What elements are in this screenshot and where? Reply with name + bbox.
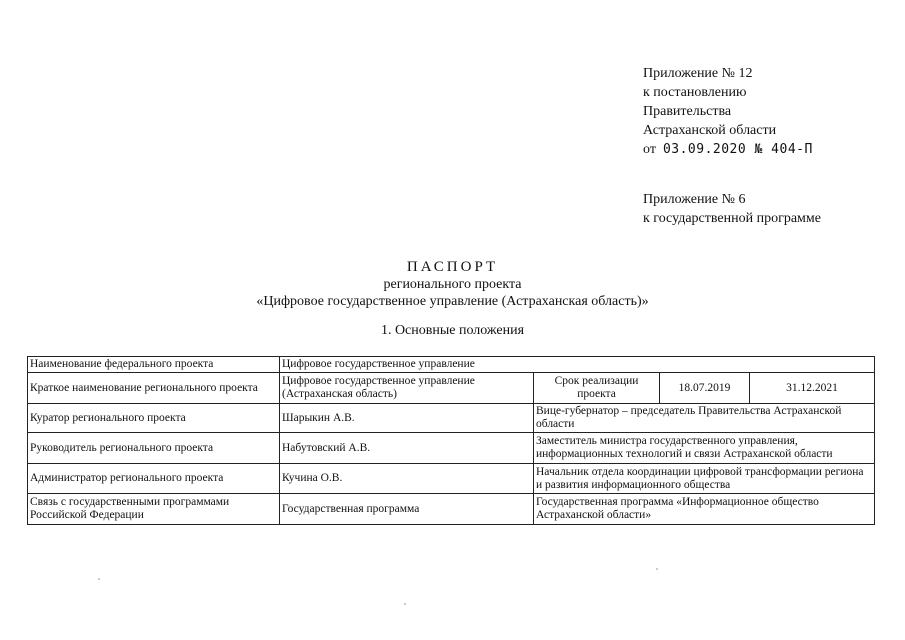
row2-value: Цифровое государственное управление (Астраханская область) bbox=[280, 373, 534, 404]
row4-position: Заместитель министра государственного управления, информационных технологий и связи Астраханской области bbox=[534, 433, 875, 464]
row4-label: Руководитель регионального проекта bbox=[28, 433, 280, 464]
scan-speck bbox=[404, 603, 406, 605]
row1-value: Цифровое государственное управление bbox=[280, 357, 875, 373]
date-prefix: от bbox=[643, 142, 656, 157]
table-row bbox=[28, 433, 875, 464]
section-title: 1. Основные положения bbox=[380, 323, 525, 338]
appendix-12-block bbox=[643, 64, 813, 159]
row6-label: Связь с государственными программами Российской Федерации bbox=[28, 494, 280, 525]
row2-period-label: Срок реализации проекта bbox=[534, 373, 660, 404]
appendix-6-line2: к государственной программе bbox=[643, 211, 821, 226]
table-row bbox=[28, 494, 875, 525]
row3-label: Куратор регионального проекта bbox=[28, 404, 280, 433]
appendix-6-block bbox=[643, 190, 821, 228]
table-row bbox=[28, 357, 875, 373]
document-subtitle: регионального проекта bbox=[383, 277, 522, 292]
scan-speck bbox=[656, 568, 658, 570]
document-title: ПАСПОРТ bbox=[406, 259, 499, 275]
row3-name: Шарыкин А.В. bbox=[280, 404, 534, 433]
appendix-12-date-line bbox=[643, 140, 813, 159]
table-row bbox=[28, 404, 875, 433]
scan-speck bbox=[98, 578, 100, 580]
row4-name: Набутовский А.В. bbox=[280, 433, 534, 464]
row5-position: Начальник отдела координации цифровой трансформации региона и развития информационного общества bbox=[534, 464, 875, 494]
passport-table bbox=[27, 356, 875, 525]
appendix-6-line1: Приложение № 6 bbox=[643, 192, 746, 207]
project-name: «Цифровое государственное управление (Астраханская область)» bbox=[256, 294, 649, 309]
table-row bbox=[28, 464, 875, 494]
appendix-12-line2: к постановлению bbox=[643, 85, 747, 100]
row2-start-date: 18.07.2019 bbox=[660, 373, 750, 404]
row6-value: Государственная программа bbox=[280, 494, 534, 525]
row6-program: Государственная программа «Информационное общество Астраханской области» bbox=[534, 494, 875, 525]
row1-label: Наименование федерального проекта bbox=[28, 357, 280, 373]
row3-position: Вице-губернатор – председатель Правительства Астраханской области bbox=[534, 404, 875, 433]
table-row bbox=[28, 373, 875, 404]
row2-label: Краткое наименование регионального проекта bbox=[28, 373, 280, 404]
date-value: 03.09.2020 № 404-П bbox=[662, 142, 813, 157]
row5-name: Кучина О.В. bbox=[280, 464, 534, 494]
row5-label: Администратор регионального проекта bbox=[28, 464, 280, 494]
appendix-12-line4: Астраханской области bbox=[643, 123, 777, 138]
appendix-12-line3: Правительства bbox=[643, 104, 732, 119]
appendix-12-line1: Приложение № 12 bbox=[643, 66, 753, 81]
row2-end-date: 31.12.2021 bbox=[750, 373, 875, 404]
